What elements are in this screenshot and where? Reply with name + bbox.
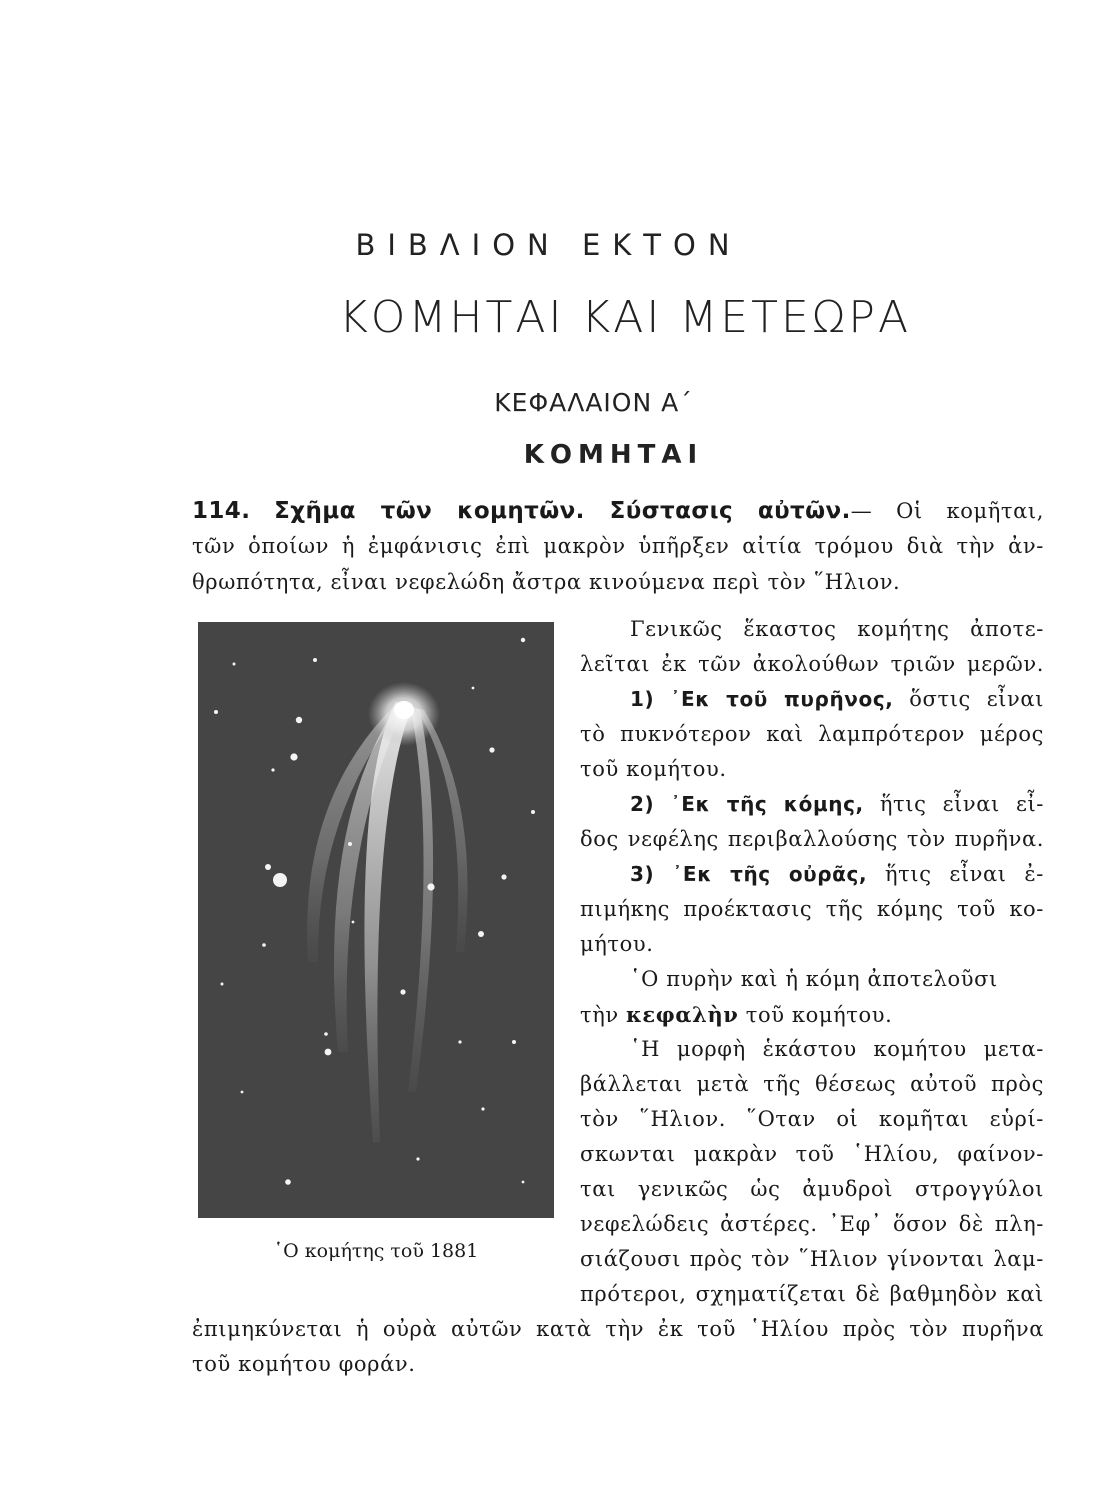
right-line-20: πρότεροι, σχηματίζεται δὲ βαθμηδὸν καὶ [580,1282,1044,1306]
right-line-8-rest: ἥτις εἶναι ἐ- [867,862,1044,886]
section-number: 114. [192,498,251,524]
right-line-2: λεῖται ἐκ τῶν ἀκολούθων τριῶν μερῶν. [580,652,1044,676]
part-tail: 3) ᾿Εκ τῆς οὐρᾶς, [630,862,868,886]
right-line-1 [580,617,1044,641]
right-line-3-rest: ὅστις εἶναι [893,687,1044,711]
page-title: ΚΟΜΗΤΑΙ ΚΑΙ ΜΕΤΕΩΡΑ [338,292,912,343]
comet-photograph [198,622,554,1218]
right-line-13 [580,1037,1044,1061]
right-line-12-rest: τοῦ κομήτου. [738,1003,893,1027]
right-line-6 [580,792,1044,816]
section-line-3: θρωπότητα, εἶναι νεφελώδη ἄστρα κινούμενα περὶ τὸν ῞Ηλιον. [192,570,901,594]
comet-photograph-icon [198,622,554,1218]
section-heading: Σχῆμα τῶν κομητῶν. Σύστασις αὐτῶν. [274,498,851,524]
part-nucleus: 1) ᾿Εκ τοῦ πυρῆνος, [630,687,894,711]
right-line-6-rest: ἥτις εἶναι εἶ- [863,792,1044,816]
head-term: κεφαλὴν [626,1002,739,1027]
book-heading: ΒΙΒΛΙΟΝ ΕΚΤΟΝ [355,228,742,262]
right-line-11: ῾Ο πυρὴν καὶ ἡ κόμη ἀποτελοῦσι [630,967,998,991]
right-line-7: δος νεφέλης περιβαλλούσης τὸν πυρῆνα. [580,827,1044,851]
figure-caption: ῾Ο κομήτης τοῦ 1881 [273,1240,479,1262]
right-line-4: τὸ πυκνότερον καὶ λαμπρότερον μέρος [580,722,1044,746]
right-line-3 [580,687,1044,711]
right-line-18: νεφελώδεις ἀστέρες. ᾿Εφ᾿ ὅσον δὲ πλη- [580,1212,1044,1236]
right-line-10: μήτου. [580,932,654,956]
right-line-16: σκωνται μακρὰν τοῦ ῾Ηλίου, φαίνον- [580,1142,1044,1166]
section-line-2: τῶν ὁποίων ἡ ἐμφάνισις ἐπὶ μακρὸν ὑπῆρξεν αἰτία τρόμου διὰ τὴν ἀν- [192,534,1044,558]
section-heading-line [192,498,1044,524]
part-coma: 2) ᾿Εκ τῆς κόμης, [630,792,864,816]
right-line-9: πιμήκης προέκτασις τῆς κόμης τοῦ κο- [580,897,1044,921]
right-line-5: τοῦ κομήτου. [580,757,727,781]
bottom-line-2: τοῦ κομήτου φοράν. [192,1352,416,1376]
chapter-title: ΚΟΜΗΤΑΙ [523,440,704,470]
right-line-12 [580,1002,1044,1027]
right-line-8 [580,862,1044,886]
right-line-14: βάλλεται μετὰ τῆς θέσεως αὐτοῦ πρὸς [580,1072,1044,1096]
right-line-17: ται γενικῶς ὡς ἀμυδροὶ στρογγύλοι [580,1177,1044,1201]
section-first-line-rest: — Οἱ κομῆται, [850,499,1045,523]
right-line-12-pre: τὴν [580,1003,627,1027]
right-line-15: τὸν ῞Ηλιον. ῞Οταν οἱ κομῆται εὑρί- [580,1107,1044,1131]
right-line-13-text: ῾Η μορφὴ ἑκάστου κομήτου μετα- [630,1037,1044,1061]
bottom-line-1: ἐπιμηκύνεται ἡ οὐρὰ αὐτῶν κατὰ τὴν ἐκ τοῦ ῾Ηλίου πρὸς τὸν πυρῆνα [192,1317,1044,1341]
right-line-19: σιάζουσι πρὸς τὸν ῞Ηλιον γίνονται λαμ- [580,1247,1044,1271]
right-line-1-text: Γενικῶς ἕκαστος κομήτης ἀποτε- [630,617,1044,641]
chapter-heading: ΚΕΦΑΛΑΙΟΝ Α΄ [494,388,693,417]
